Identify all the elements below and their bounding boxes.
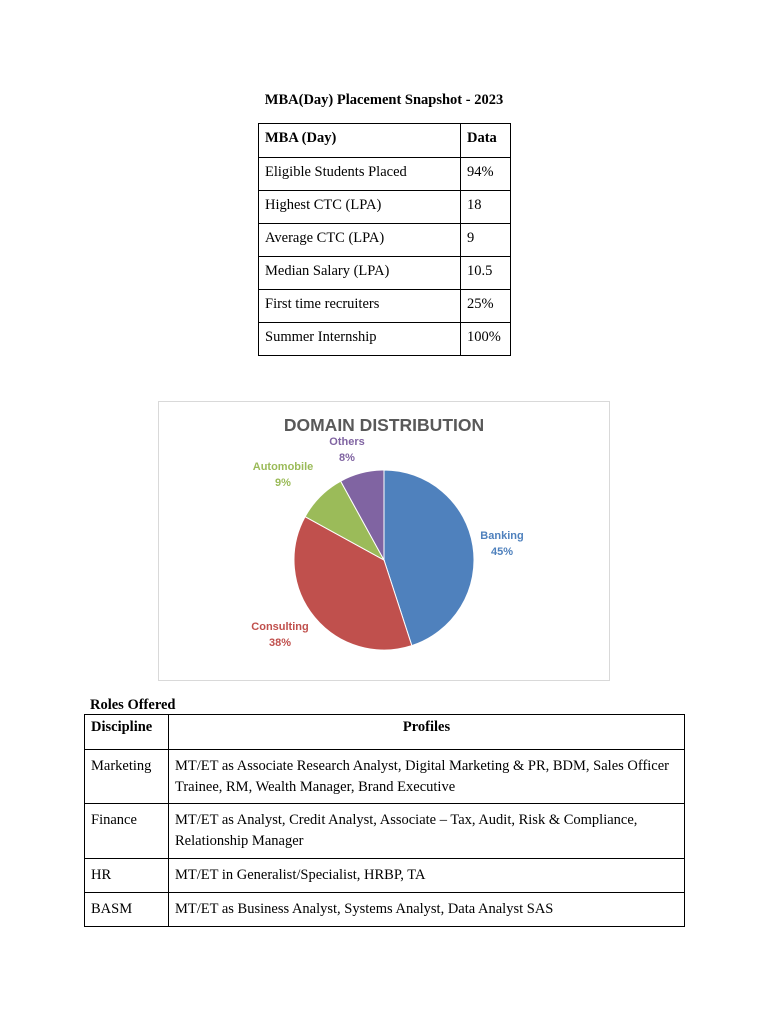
metric-value: 94% — [461, 158, 511, 191]
pie-value-consulting: 38% — [268, 637, 292, 649]
document-title: MBA(Day) Placement Snapshot - 2023 — [264, 92, 504, 108]
table-row — [259, 257, 511, 290]
profiles-cell: MT/ET as Analyst, Credit Analyst, Associate – Tax, Audit, Risk & Compliance, Relationship Manager — [169, 804, 685, 859]
column-header-data: Data — [461, 124, 511, 158]
discipline-cell: Finance — [85, 804, 169, 859]
pie-label-banking: Banking — [480, 530, 524, 542]
metric-value: 9 — [461, 224, 511, 257]
metric-value: 10.5 — [461, 257, 511, 290]
table-row — [85, 893, 685, 927]
roles-offered-table — [84, 714, 685, 927]
table-row — [85, 804, 685, 859]
column-header-profiles: Profiles — [169, 715, 685, 750]
pie-value-automobile: 9% — [275, 477, 291, 489]
table-row — [259, 191, 511, 224]
pie-value-banking: 45% — [490, 546, 514, 558]
chart-title: DOMAIN DISTRIBUTION — [283, 415, 485, 435]
table-row — [259, 290, 511, 323]
table-row — [259, 224, 511, 257]
roles-heading: Roles Offered — [90, 697, 176, 713]
metric-label: Highest CTC (LPA) — [259, 191, 461, 224]
metric-label: Median Salary (LPA) — [259, 257, 461, 290]
metric-label: Average CTC (LPA) — [259, 224, 461, 257]
domain-distribution-chart — [158, 401, 610, 681]
column-header-metric: MBA (Day) — [259, 124, 461, 158]
table-row — [259, 158, 511, 191]
metric-value: 100% — [461, 323, 511, 356]
table-header-row — [85, 715, 685, 750]
profiles-cell: MT/ET in Generalist/Specialist, HRBP, TA — [169, 859, 685, 893]
profiles-cell: MT/ET as Business Analyst, Systems Analyst, Data Analyst SAS — [169, 893, 685, 927]
pie-chart-svg — [159, 402, 609, 680]
discipline-cell: Marketing — [85, 750, 169, 804]
profiles-cell: MT/ET as Associate Research Analyst, Digital Marketing & PR, BDM, Sales Officer Trainee, RM, Wealth Manager, Brand Executive — [169, 750, 685, 804]
discipline-cell: BASM — [85, 893, 169, 927]
pie-label-consulting: Consulting — [251, 621, 309, 633]
table-header-row — [259, 124, 511, 158]
pie-slices — [294, 470, 474, 650]
pie-value-others: 8% — [339, 452, 355, 464]
placement-snapshot-table — [258, 123, 511, 356]
table-row — [259, 323, 511, 356]
column-header-discipline: Discipline — [85, 715, 169, 750]
discipline-cell: HR — [85, 859, 169, 893]
table-row — [85, 750, 685, 804]
pie-label-automobile: Automobile — [252, 461, 314, 473]
pie-label-others: Others — [329, 436, 365, 448]
metric-label: Eligible Students Placed — [259, 158, 461, 191]
metric-label: First time recruiters — [259, 290, 461, 323]
metric-value: 25% — [461, 290, 511, 323]
metric-label: Summer Internship — [259, 323, 461, 356]
table-row — [85, 859, 685, 893]
metric-value: 18 — [461, 191, 511, 224]
